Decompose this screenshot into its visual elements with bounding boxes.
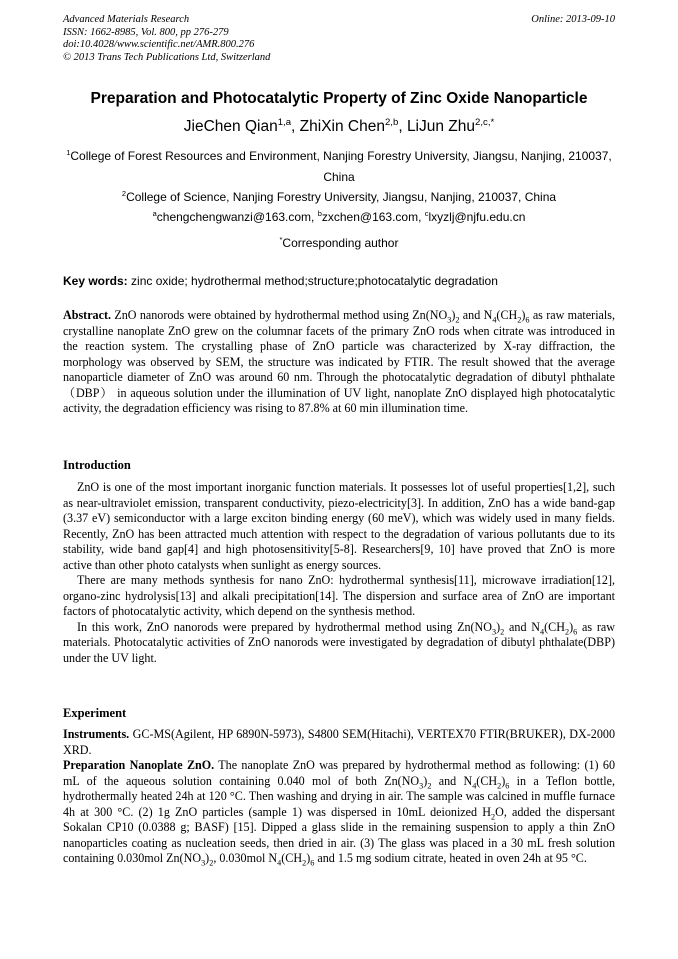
author-separator: ,: [398, 118, 407, 135]
affiliation-text: College of Science, Nanjing Forestry University, Jiangsu, Nanjing, 210037, China: [126, 190, 557, 204]
journal-copyright: © 2013 Trans Tech Publications Ltd, Switzerland: [63, 51, 271, 63]
author-superscript: 1,a: [277, 116, 292, 128]
author-emails: [63, 210, 615, 224]
author-name: JieChen Qian: [183, 118, 278, 135]
email: lxyzlj@njfu.edu.cn: [428, 210, 526, 224]
online-date: Online: 2013-09-10: [531, 14, 615, 25]
affiliation-superscript: 1: [66, 148, 71, 157]
email: zxchen@163.com,: [321, 210, 425, 224]
abstract-paragraph: Abstract. ZnO nanorods were obtained by hydrothermal method using $Zn(NO_3)_2$ and $N_4(CH_2)_6$ as raw materials, crystalline nanoplate ZnO grew on the columnar facets of the primary ZnO rods when citrate was introduced in the reaction system. The crystalling phase of ZnO particle was characterized by X-ray diffraction, the morphology was observed by SEM, the structure was indicated by FTIR. The result showed that the average nanoparticle diameter of ZnO was around 60 nm. Through the photocatalytic degradation of dibutyl phthalate（DBP） in aqueous solution under the illumination of UV light, nanoplate ZnO displayed high photocatalytic activity, the degradation efficiency was rising to 87.8% at 60 min illumination time.: [63, 308, 616, 415]
paper-title: Preparation and Photocatalytic Property of Zinc Oxide Nanoparticle: [90, 90, 588, 107]
corresponding-author-note: [63, 236, 615, 250]
keywords: [63, 274, 615, 288]
paragraph-preparation: Preparation Nanoplate ZnO. The nanoplate ZnO was prepared by hydrothermal method as following: (1) 60 mL of the aqueous solution containing 0.040 mol of both $Zn(NO_3)_2$ and $N_4(CH_2)_6$ in a Teflon bottle, hydrothermally heated 24h at 120 °C. Then washing and drying in air. The sample was calcined in muffle furnace 4h at 300 °C. (2) 1g ZnO particles (sample 1) was dispersed in 10mL deionized $H_2O$, added the dispersant Sokalan CP10 (0.0388 g; BASF) [15]. Dipped a glass slide in the remaining suspension to apply a thin ZnO nanoparticles coating as nucleation seeds, then dried in air. (3) The glass was placed in a 30 mL fresh solution containing 0.030mol $Zn(NO_3)_2$, 0.030mol $N_4(CH_2)_6$ and 1.5 mg sodium citrate, heated in oven 24h at 95 °C.: [63, 758, 616, 868]
author-superscript: 2,c,*: [475, 116, 495, 128]
paragraph-instruments: Instruments. GC-MS(Agilent, HP 6890N-5973), S4800 SEM(Hitachi), VERTEX70 FTIR(BRUKER), DX-2000 XRD.: [63, 727, 615, 757]
affiliation-2: [63, 190, 615, 204]
email: chengchengwanzi@163.com,: [156, 210, 318, 224]
affiliation-text: College of Forest Resources and Environment, Nanjing Forestry University, Jiangsu, Nanjing, 210037, China: [70, 149, 612, 184]
journal-name: Advanced Materials Research: [63, 14, 190, 25]
keywords-label: Key words:: [63, 274, 128, 288]
preparation-label: Preparation Nanoplate ZnO.: [63, 758, 215, 772]
section-heading-introduction: Introduction: [63, 458, 131, 472]
corresponding-mark: *: [490, 116, 495, 128]
author-name: LiJun Zhu: [406, 118, 476, 135]
paragraph: There are many methods synthesis for nano ZnO: hydrothermal synthesis[11], microwave irradiation[12], organo-zinc hydrolysis[13] and alkali precipitation[14]. The dispersion and surface area of ZnO are important factors of photocatalytic activity, which depend on the synthesis method.: [63, 573, 615, 618]
abstract-label: Abstract.: [63, 308, 112, 322]
section-heading-experiment: Experiment: [63, 706, 127, 720]
email-superscript: a: [152, 209, 157, 218]
paragraph: ZnO is one of the most important inorganic function materials. It possesses lot of useful properties[1,2], such as near-ultraviolet emission, transparent conductivity, piezo-electricity[3]. In addition, ZnO has a wide band-gap (3.37 eV) semiconductor with a large exciton binding energy (60 meV), which was widely used in many fields. Recently, ZnO has been attracted much attention with respect to the degradation of various pollutants due to its stability, wide band gap[4] and high photosensitivity[5-8]. Researchers[9, 10] have proved that ZnO is more active than other photo catalysts when sunlight as energy sources.: [63, 480, 615, 572]
email-superscript: b: [317, 209, 322, 218]
author-superscript: 2,b: [384, 116, 399, 128]
experiment-body: [63, 727, 615, 867]
introduction-body: [63, 480, 615, 666]
journal-issn: ISSN: 1662-8985, Vol. 800, pp 276-279: [63, 26, 229, 38]
affiliation-superscript: 2: [121, 189, 127, 198]
corresponding-superscript: *: [279, 235, 283, 244]
affiliation-1: [63, 146, 615, 188]
keywords-text: zinc oxide; hydrothermal method;structure;photocatalytic degradation: [127, 274, 498, 288]
author-name: ZhiXin Chen: [299, 118, 385, 135]
instruments-label: Instruments.: [63, 727, 130, 741]
author-list: [0, 118, 678, 136]
journal-header: [63, 14, 270, 64]
email-superscript: c: [424, 209, 429, 218]
author-separator: ,: [291, 118, 300, 135]
paragraph: In this work, ZnO nanorods were prepared by hydrothermal method using $Zn(NO_3)_2$ and $N_4(CH_2)_6$ as raw materials. Photocatalytic activities of ZnO nanorods were investigated by degradation of dibutyl phthalate(DBP) under the UV light.: [63, 619, 615, 665]
corresponding-text: Corresponding author: [282, 236, 399, 250]
journal-doi: doi:10.4028/www.scientific.net/AMR.800.276: [63, 39, 255, 51]
